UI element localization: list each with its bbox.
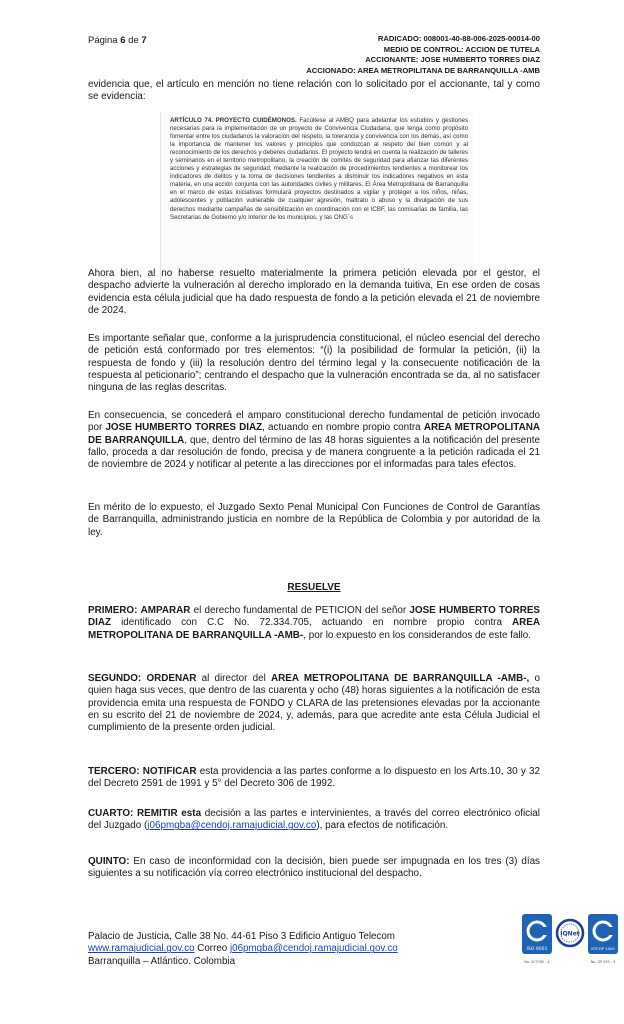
svg-text:No. SC5780 - 4: No. SC5780 - 4 (524, 960, 550, 964)
medio-control: MEDIO DE CONTROL: ACCION DE TUTELA (383, 44, 540, 54)
radicado: RADICADO: 008001-40-88-006-2025-00014-00 (377, 34, 540, 43)
certification-logos (521, 913, 621, 973)
quoted-article: ARTÍCULO 74. PROYECTO CUIDÉMONOS. Facúltese al AMBQ para adelantar los estudios y gestiones necesarias para la implementación de un proyecto de Convivencia Ciudadana, que tenga como propósito fomentar entre los ciudadanos la valoración del respeto, la tolerancia y convivencia con los demás, así como la importancia de mantener los valores y principios que conduzcan al respeto del bien común y al reconocimiento de los derechos y deberes ciudadanos. El proyecto tendrá en cuenta la realización de talleres y seminarios en el territorio metropolitano, la creación de comités de seguridad para afianzar las diferentes acciones y estrategias de seguridad, mediante la realización de procedimientos tendientes a monitorear los indicadores de delitos y la toma de decisiones tendientes a disminuir los indicadores negativos en esta materia, en una acción conjunta con las autoridades civiles y militares. El Área Metropolitana de Barranquilla en el marco de estas iniciativas formulará proyectos destinados a vigilar y proteger a los niños, niñas, adolescentes y población vulnerable de cualquier agresión, maltrato o abuso y la divulgación de sus derechos mediante campañas de sensibilización en coordinación con el ICBF, las comisarías de familia, las Secretarias de Gobierno y/o Interior de los municipios, y las ONG´s (170, 117, 469, 221)
resuelve-title: RESUELVE (287, 582, 341, 593)
paragraph-intro: evidencia que, el artículo en mención no tiene relación con lo solicitado por el accionante, tal y como se evidencia: (88, 79, 540, 103)
paragraph-nucleo: Es importante señalar que, conforme a la jurisprudencia constitucional, el núcleo esencial del derecho de petición está conformado por tres elementos: “(i) la posibilidad de formular la petición, (ii) la respuesta de fondo y (iii) la resolución dentro del término legal y la consecuente notificación de la respuesta al peticionario”; centrando el despacho que la vulneración encontrada se da, al no satisfacer ninguna de las reglas descritas. (88, 333, 540, 394)
footer-contact: www.ramajudicial.gov.co Correo j06pmgba@cendoj.ramajudicial.gov.co (88, 943, 398, 955)
resolucion-primero: PRIMERO: AMPARAR el derecho fundamental de PETICION del señor JOSE HUMBERTO TORRES DIAZ identificado con C.C No. 72.334.705, actuando en nombre propio contra AREA METROPOLITANA DE BARRANQUILLA -AMB-, por lo expuesto en los considerandos de este fallo. (88, 605, 541, 641)
paragraph-consecuencia: En consecuencia, se concederá el amparo constitucional derecho fundamental de petición invocado por JOSE HUMBERTO TORRES DIAZ, actuando en nombre propio contra AREA METROPOLITANA DE BARRANQUILLA, que, dentro del término de las 48 horas siguientes a la notificación del presente fallo, proceda a dar resolución de fondo, precisa y de manera congruente a la petición radicada el 21 de noviembre de 2024 y notificar al petente a las direcciones por el informadas para tales efectos. (88, 410, 540, 471)
paragraph-merito: En mérito de lo expuesto, el Juzgado Sexto Penal Municipal Con Funciones de Control de Garantías de Barranquilla, administrando justicia en nombre de la República de Colombia y por autoridad de la ley. (88, 502, 540, 538)
svg-text:No. GP 059 - 4: No. GP 059 - 4 (590, 960, 616, 964)
paragraph-vulneracion: Ahora bien, al no haberse resuelto materialmente la primera petición elevada por el gestor, el despacho advierte la vulneración al derecho implorado en la demanda tuitiva, En ese orden de cosas evidencia esta célula judicial que ha dado respuesta de fondo a la petición elevada el 21 de noviembre de 2024. (88, 268, 540, 316)
svg-text:IQNet: IQNet (560, 930, 580, 938)
footer-address: Palacio de Justicia, Calle 38 No. 44-61 Piso 3 Edificio Antiguo Telecom (88, 931, 395, 942)
resolucion-tercero: TERCERO: NOTIFICAR esta providencia a las partes conforme a lo dispuesto en los Arts.10, 30 y 32 del Decreto 2591 de 1991 y 5° del Decreto 306 de 1992. (88, 766, 541, 790)
juzgado-email-link[interactable]: j06pmgba@cendoj.ramajudicial.gov.co (147, 820, 317, 832)
resolucion-cuarto: CUARTO: REMITIR esta decisión a las partes e intervinientes, a través del correo electrónico oficial del Juzgado (j06pmgba@cendoj.ramajudicial.gov.co), para efectos de notificación. (88, 808, 540, 832)
iso-9001-logo (521, 913, 553, 969)
accionante: ACCIONANTE: JOSE HUMBERTO TORRES DIAZ (365, 55, 540, 65)
svg-text:NTCGP 1000: NTCGP 1000 (591, 946, 615, 951)
resolucion-segundo: SEGUNDO: ORDENAR al director del AREA METROPOLITANA DE BARRANQUILLA -AMB-, o quien haga sus veces, que dentro de las cuarenta y ocho (48) horas siguientes a la notificación de esta providencia emita una respuesta de FONDO y CLARA de las pretensiones elevadas por la accionante en su escrito del 21 de noviembre de 2024, y, además, para que acredite ante esta Célula Judicial el cumplimiento de la presente orden judicial. (88, 673, 540, 734)
svg-text:ISO 9001: ISO 9001 (526, 947, 548, 952)
iqnet-logo (555, 913, 585, 969)
ntcgp-1000-logo (587, 913, 619, 969)
page-number: Página 6 de 7 (88, 35, 147, 46)
case-header (306, 34, 540, 76)
accionado: ACCIONADO: AREA METROPILITANA DE BARRANQUILLA -AMB (306, 65, 540, 75)
footer-email-link[interactable]: j06pmgba@cendoj.ramajudicial.gov.co (229, 943, 398, 955)
page-footer (88, 931, 398, 968)
resolucion-quinto: QUINTO: En caso de inconformidad con la decisión, bien puede ser impugnada en los tres (3) días siguientes a su notificación vía correo electrónico institucional del despacho. (88, 856, 540, 880)
footer-city: Barranquilla – Atlántico. Colombia (88, 955, 236, 967)
website-link[interactable]: www.ramajudicial.gov.co (88, 943, 195, 955)
